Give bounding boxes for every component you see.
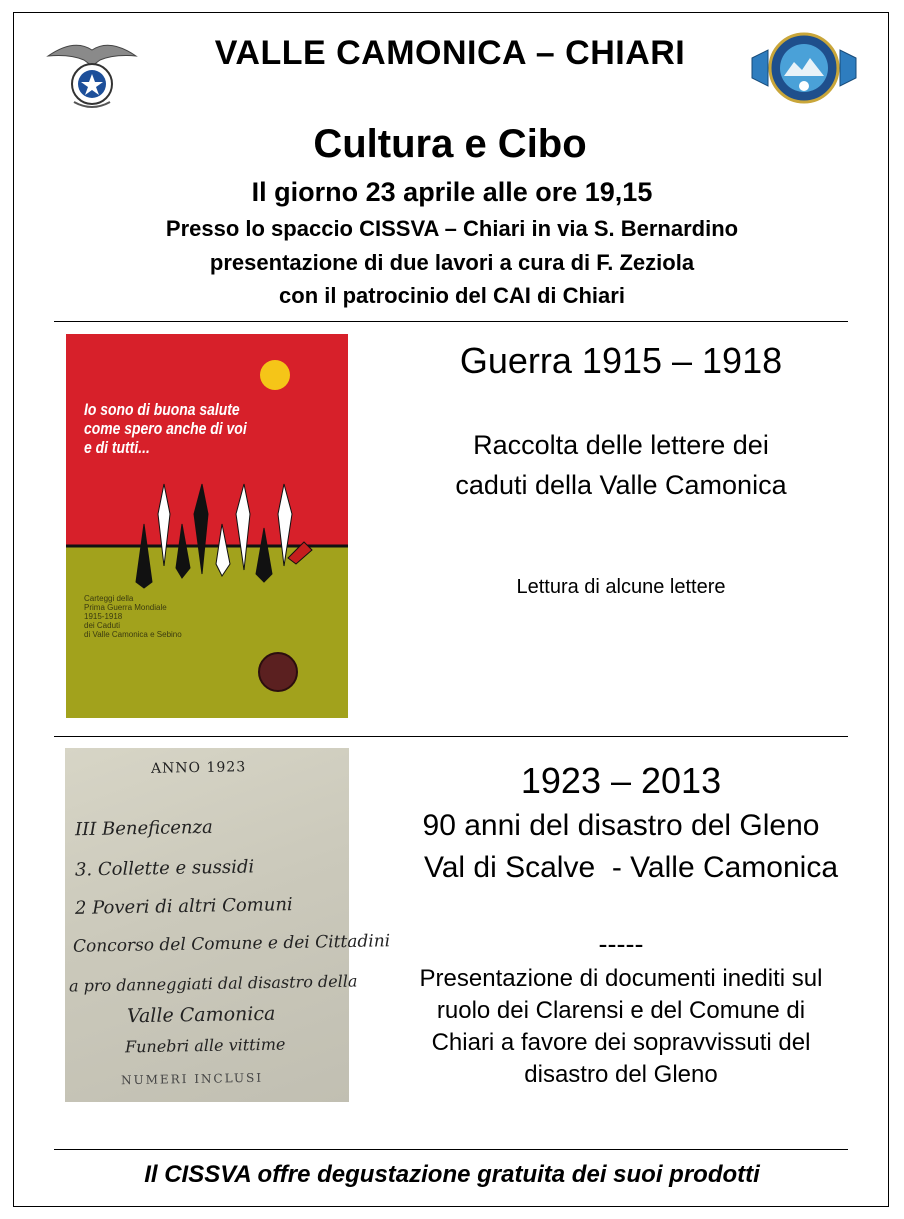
book-cover-image [66,334,348,718]
event-title: Cultura e Cibo [313,122,587,166]
book-seal-icon [258,652,298,692]
section2-subtitle2: Val di Scalve - Valle Camonica [423,851,839,884]
section2-desc-line4: disastro del Gleno [524,1061,718,1088]
section1-note: Lettura di alcune lettere [516,576,726,598]
event-place: Presso lo spaccio CISSVA – Chiari in via S. Bernardino [165,216,739,241]
section2-desc-line3: Chiari a favore dei sopravvissuti del [431,1029,811,1056]
section2-subtitle1: 90 anni del disastro del Gleno [422,809,820,842]
historic-document-photo: ANNO 1923 III Beneficenza 3. Collette e sussidi 2 Poveri di altri Comuni Concorso del Comune e dei Cittadini a pro danneggiati dal disastro della Valle Camonica Funebri alle vittime NUMERI INCLUSI [65,748,349,1102]
section1-desc-line1: Raccolta delle lettere dei [473,430,769,460]
header-title: VALLE CAMONICA – CHIARI [214,34,686,72]
book-cover-fine-print: Carteggi della Prima Guerra Mondiale 1915-1918 dei Caduti di Valle Camonica e Sebino [84,594,182,639]
event-date: Il giorno 23 aprile alle ore 19,15 [251,177,653,207]
section2-years: 1923 – 2013 [520,760,722,801]
section2-separator: ----- [598,929,644,959]
event-patronage: con il patrocinio del CAI di Chiari [279,283,625,308]
divider [54,1149,848,1150]
section1-desc-line2: caduti della Valle Camonica [455,470,787,500]
sun-icon [260,360,290,390]
footer-text: Il CISSVA offre degustazione gratuita dei suoi prodotti [144,1161,760,1188]
divider [54,736,848,737]
divider [54,321,848,322]
section2-desc-line2: ruolo dei Clarensi e del Comune di [436,997,806,1024]
book-cover-text: Io sono di buona salute come spero anche di voi e di tutti... [84,400,247,457]
event-presentation: presentazione di due lavori a cura di F. Zeziola [209,250,695,275]
cai-eagle-logo-icon [44,36,140,112]
section2-desc-line1: Presentazione di documenti inediti sul [419,965,823,992]
section1-title: Guerra 1915 – 1918 [459,340,783,381]
cissva-badge-logo-icon [748,28,860,108]
pen-nibs-icon [66,484,348,594]
